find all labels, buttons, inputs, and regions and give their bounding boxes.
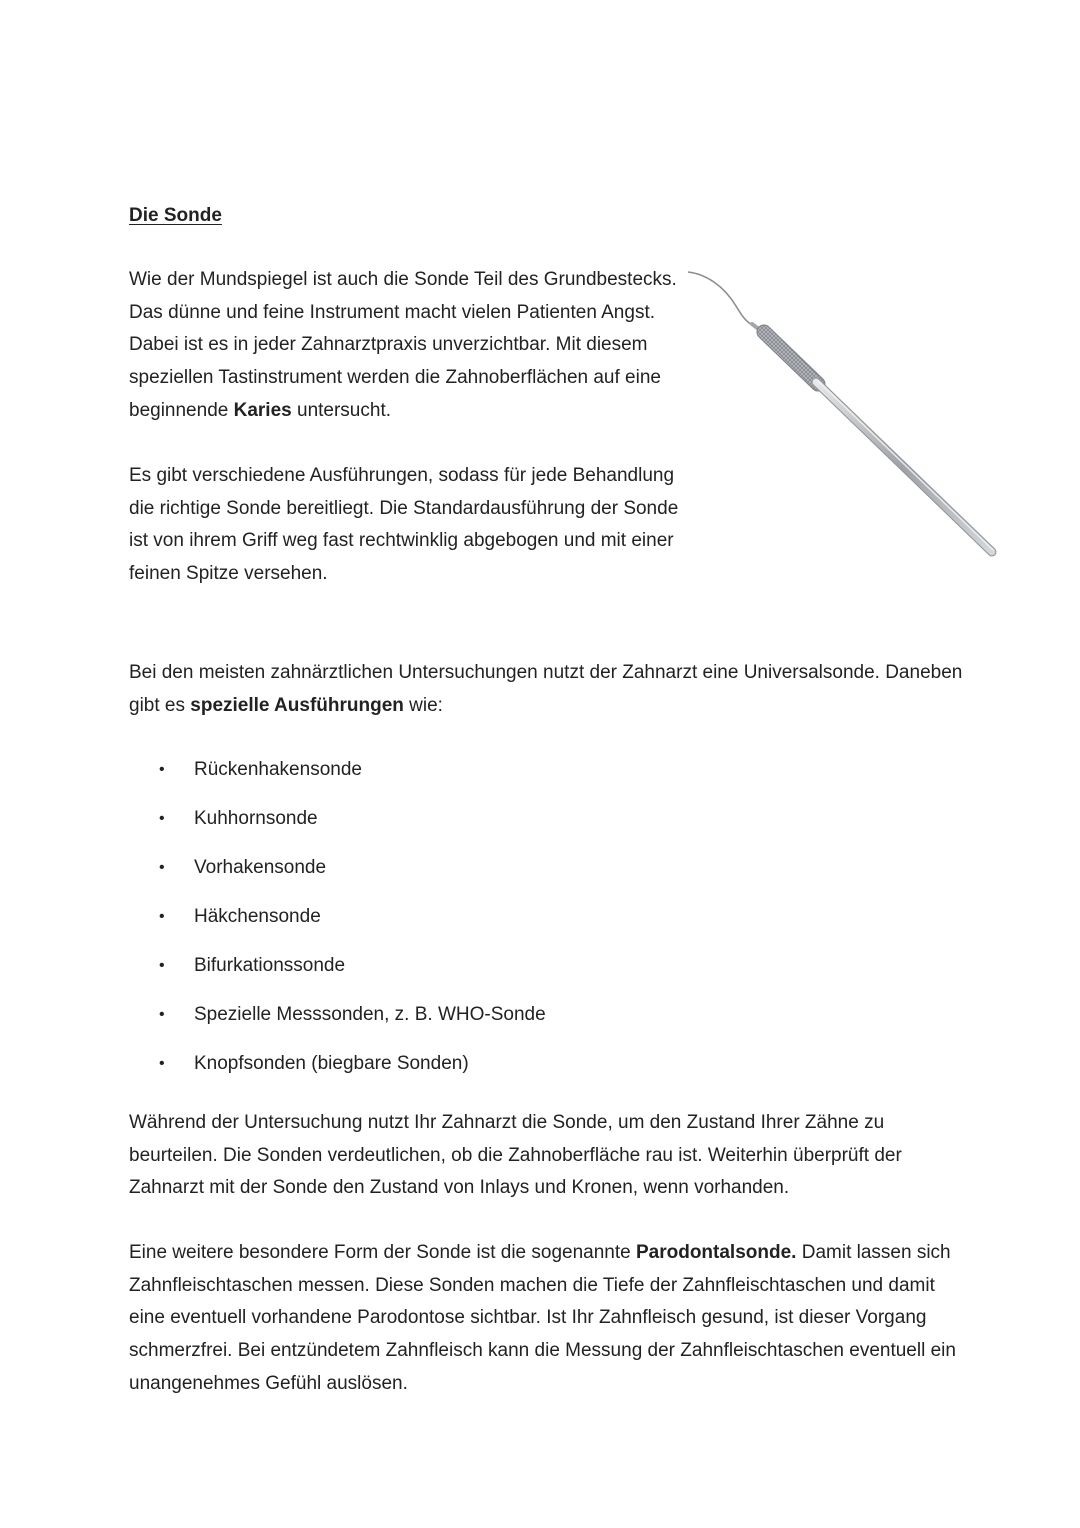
keyword-karies: Karies <box>233 399 292 421</box>
list-item-label: Vorhakensonde <box>194 857 327 878</box>
list-item-label: Rückenhakensonde <box>194 759 362 780</box>
probe-highlight <box>818 381 993 550</box>
paragraph-universal <box>129 657 969 722</box>
paragraph-intro <box>129 264 689 428</box>
bullet-icon: • <box>159 1006 165 1023</box>
list-item-label: Bifurkationssonde <box>194 955 346 976</box>
paragraph-examination: Während der Untersuchung nutzt Ihr Zahnarzt die Sonde, um den Zustand Ihrer Zähne zu beurteilen. Die Sonden verdeutlichen, ob die Zahnoberfläche rau ist. Weiterhin überprüft der Zahnarzt mit der Sonde den Zustand von Inlays und Kronen, wenn vorhanden. <box>129 1112 902 1199</box>
probe-handle <box>816 382 992 552</box>
bullet-icon: • <box>159 908 165 925</box>
list-item-label: Kuhhornsonde <box>194 808 318 829</box>
bullet-icon: • <box>159 957 165 974</box>
paragraph-universal-end: wie: <box>403 694 443 716</box>
paragraph-periodontal <box>129 1237 969 1401</box>
bullet-icon: • <box>159 1055 165 1072</box>
probe-tip <box>688 272 754 326</box>
paragraph-periodontal-end: Damit lassen sich Zahnfleischtaschen messen. Diese Sonden machen die Tiefe der Zahnfleischtaschen und damit eine eventuell vorhandene Parodontose sichtbar. Ist Ihr Zahnfleisch gesund, ist dieser Vorgang schmerzfrei. Bei entzündetem Zahnfleisch kann die Messung der Zahnfleischtaschen eventuell ein unangenehmes Gefühl auslösen. <box>129 1242 956 1394</box>
probe-grip <box>764 332 818 384</box>
paragraph-intro-end: untersucht. <box>291 399 391 421</box>
bullet-icon: • <box>159 810 165 827</box>
bullet-icon: • <box>159 761 165 778</box>
list-item-label: Häkchensonde <box>194 906 321 927</box>
keyword-parodontalsonde: Parodontalsonde. <box>635 1242 797 1263</box>
paragraph-intro-text: Wie der Mundspiegel ist auch die Sonde Teil des Grundbestecks. Das dünne und feine Instrument macht vielen Patienten Angst. Dabei ist es in jeder Zahnarztpraxis unverzichtbar. Mit diesem speziellen Tastinstrument werden die Zahnoberflächen auf eine beginnende <box>129 269 677 421</box>
paragraph-universal-text: Bei den meisten zahnärztlichen Untersuchungen nutzt der Zahnarzt eine Universalsonde. Daneben gibt es <box>129 662 963 716</box>
keyword-special-variants: spezielle Ausführungen <box>190 694 404 716</box>
dental-probe-image <box>684 262 1004 567</box>
page-title: Die Sonde <box>129 205 222 226</box>
bullet-icon: • <box>159 859 165 876</box>
list-item-label: Spezielle Messsonden, z. B. WHO-Sonde <box>194 1004 546 1025</box>
paragraph-variants: Es gibt verschiedene Ausführungen, sodass für jede Behandlung die richtige Sonde bereitliegt. Die Standardausführung der Sonde ist von ihrem Griff weg fast rechtwinklig abgebogen und mit einer feinen Spitze versehen. <box>129 465 679 585</box>
list-item-label: Knopfsonden (biegbare Sonden) <box>194 1053 469 1074</box>
paragraph-periodontal-text: Eine weitere besondere Form der Sonde ist die sogenannte <box>129 1242 636 1263</box>
